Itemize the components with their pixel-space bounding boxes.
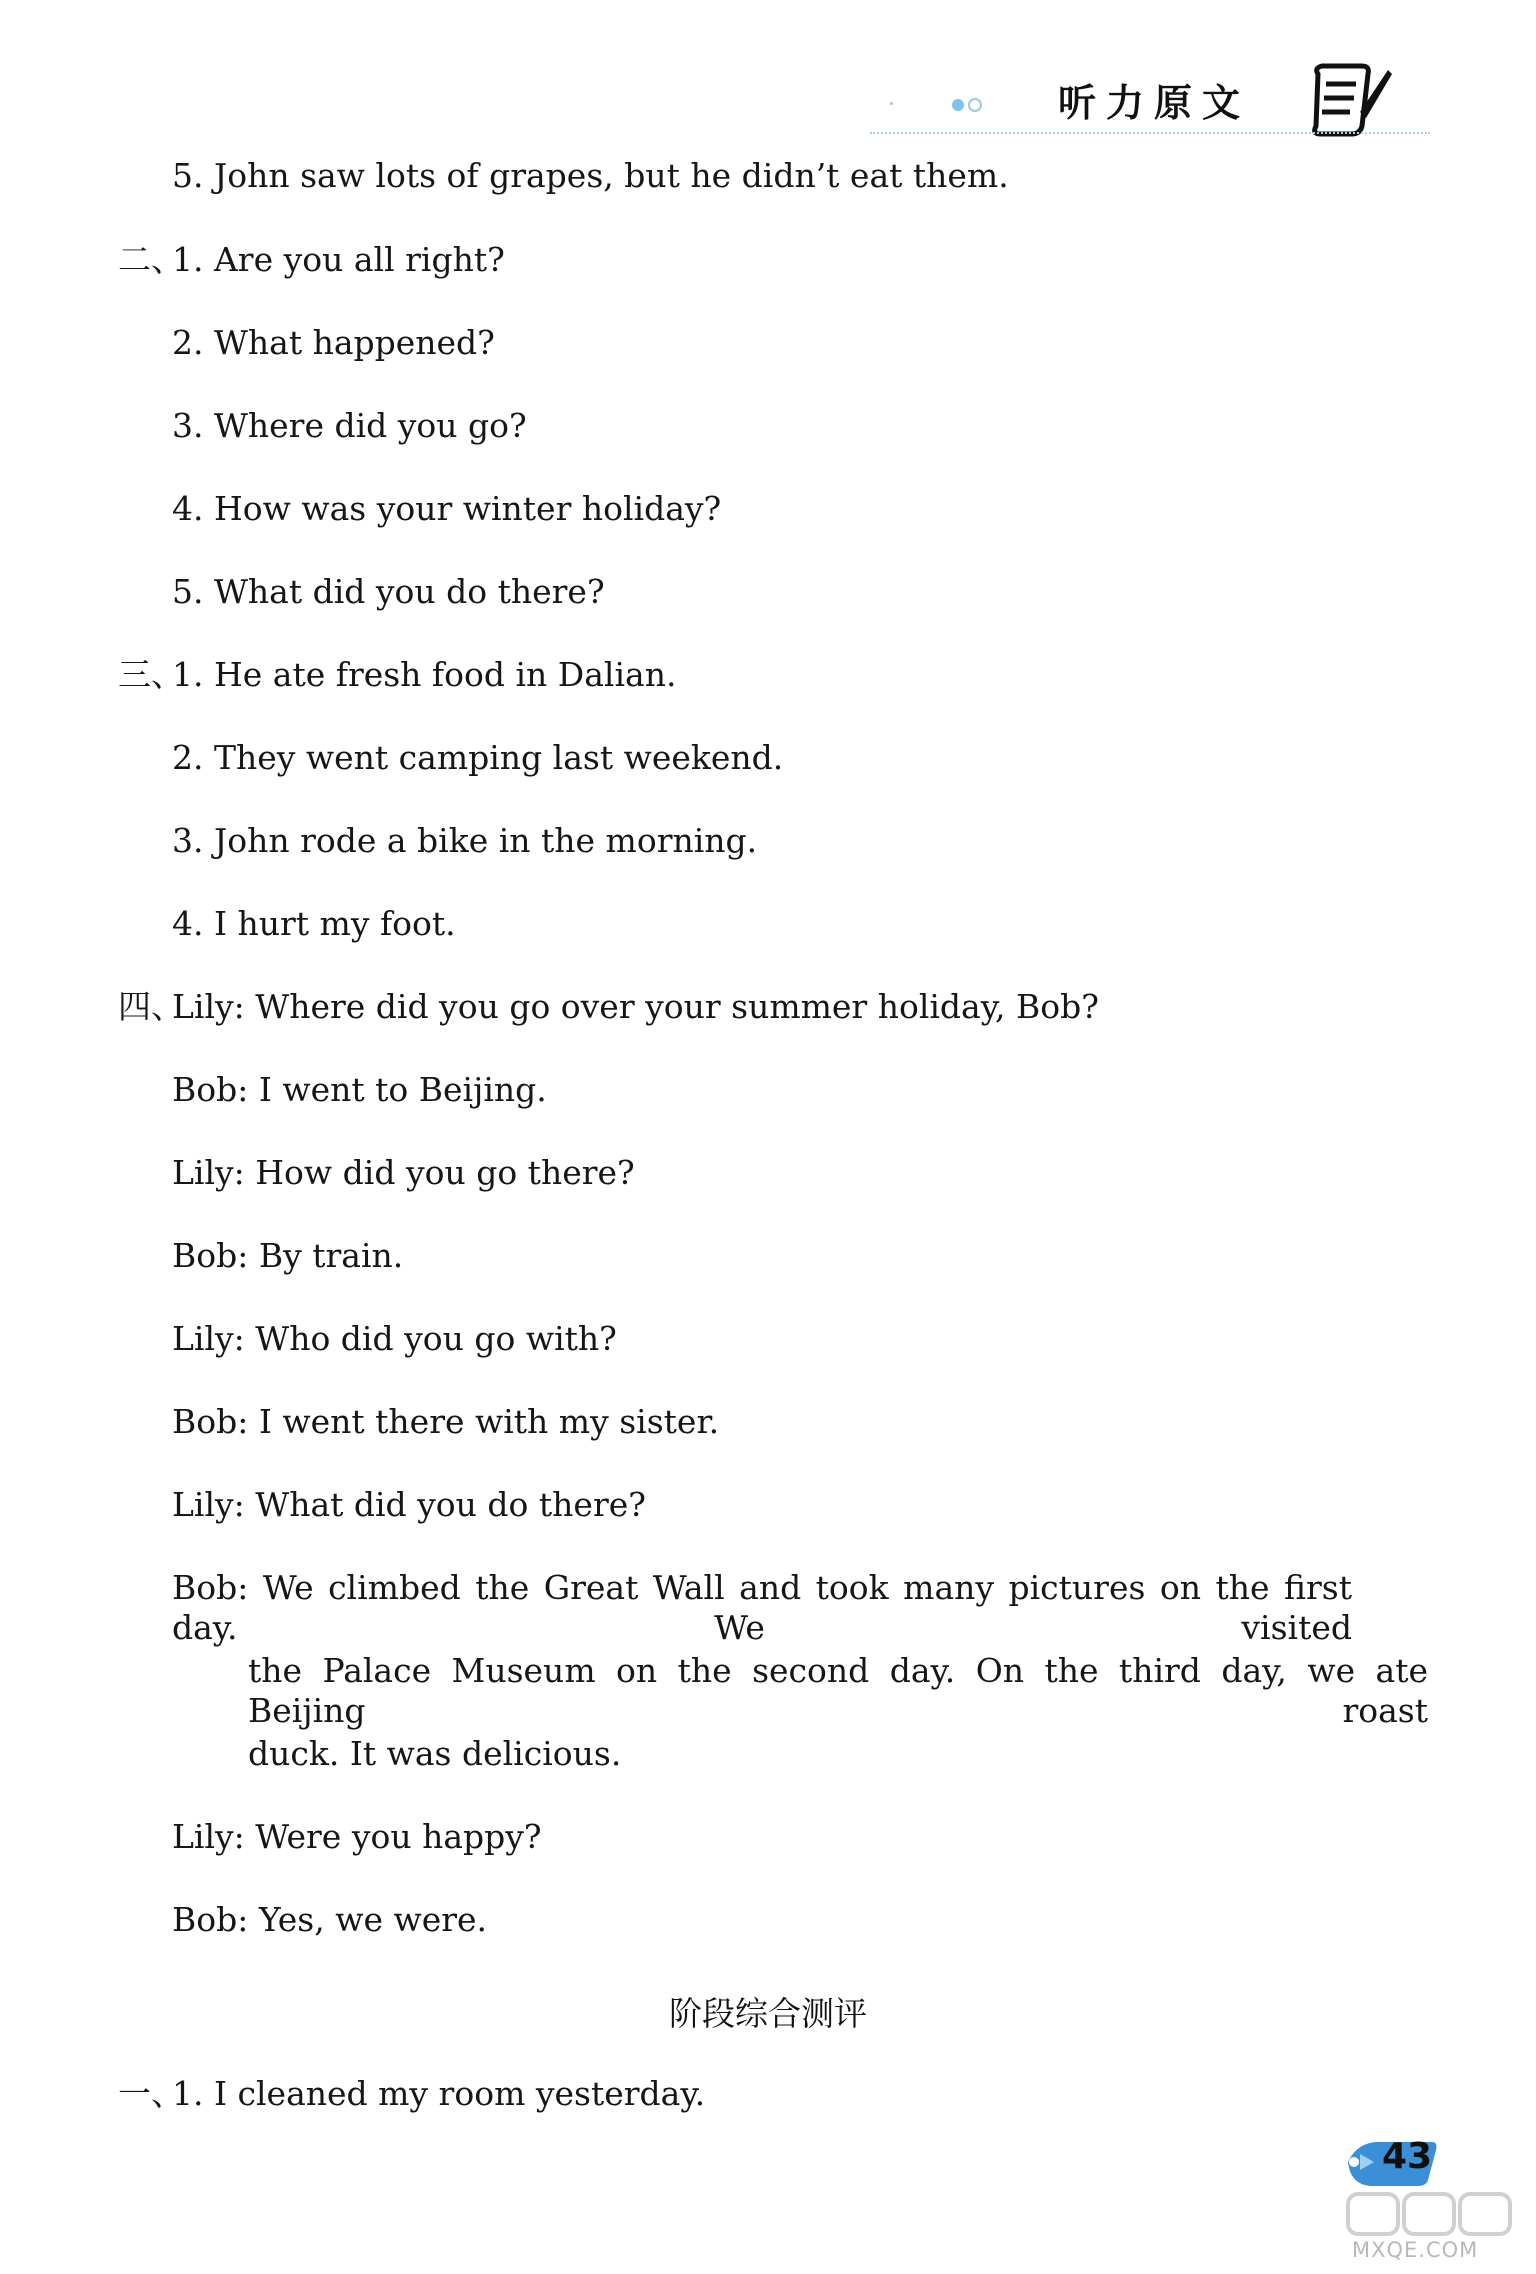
section-marker: 四、	[118, 987, 184, 1026]
dot-filled-icon	[952, 99, 964, 111]
dialogue-line: Bob: I went to Beijing.	[172, 1070, 547, 1109]
header-title: 听力原文	[1058, 81, 1251, 125]
text-line: 5. What did you do there?	[172, 572, 605, 611]
watermark-url: MXQE.COM	[1352, 2238, 1479, 2262]
scroll-quill-icon	[1310, 60, 1394, 140]
dialogue-line: Lily: How did you go there?	[172, 1153, 635, 1192]
text-line: 2. They went camping last weekend.	[172, 738, 784, 777]
decor-dot	[890, 102, 893, 105]
dialogue-line: Lily: What did you do there?	[172, 1485, 646, 1524]
text-line: 1. He ate fresh food in Dalian.	[172, 655, 677, 694]
dialogue-continuation: the Palace Museum on the second day. On the third day, we ate Beijing roast	[248, 1651, 1428, 1730]
dialogue-line: Bob: Yes, we were.	[172, 1900, 488, 1939]
dialogue-line: Lily: Who did you go with?	[172, 1319, 617, 1358]
dialogue-line: Lily: Where did you go over your summer holiday, Bob?	[172, 987, 1099, 1026]
text-line: 5. John saw lots of grapes, but he didn’t eat them.	[172, 156, 1009, 195]
page-header	[0, 0, 1536, 150]
text-line: 3. Where did you go?	[172, 406, 527, 445]
text-line: 4. I hurt my foot.	[172, 904, 456, 943]
section-marker: 二、	[118, 240, 184, 279]
dot-open-icon	[968, 98, 982, 112]
dialogue-line: Bob: I went there with my sister.	[172, 1402, 720, 1441]
dialogue-line: Lily: Were you happy?	[172, 1817, 542, 1856]
page-number: 43	[1382, 2136, 1433, 2177]
text-line: 1. Are you all right?	[172, 240, 505, 279]
section-marker: 三、	[118, 655, 184, 694]
text-line: 3. John rode a bike in the morning.	[172, 821, 758, 860]
text-line: 2. What happened?	[172, 323, 495, 362]
section-marker: 一、	[118, 2074, 184, 2113]
section-title: 阶段综合测评	[669, 1994, 867, 2033]
dialogue-line: Bob: We climbed the Great Wall and took many pictures on the first day. We visited	[172, 1568, 1352, 1647]
text-line: 1. I cleaned my room yesterday.	[172, 2074, 706, 2113]
text-line: 4. How was your winter holiday?	[172, 489, 722, 528]
dialogue-continuation: duck. It was delicious.	[248, 1734, 622, 1773]
dialogue-line: Bob: By train.	[172, 1236, 404, 1275]
header-dots	[952, 98, 982, 112]
header-rule	[870, 132, 1430, 134]
